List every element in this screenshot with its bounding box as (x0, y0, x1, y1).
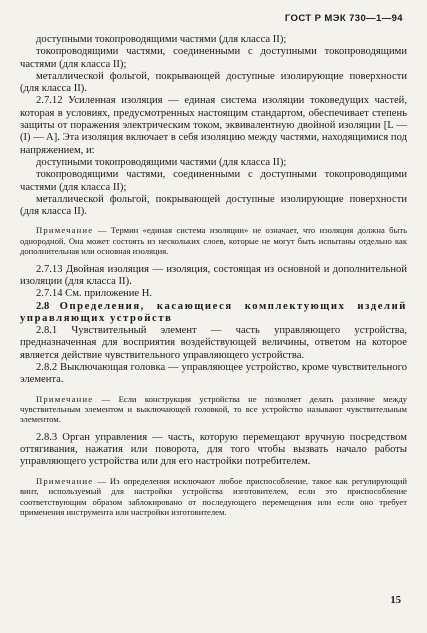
list-item: доступными токопроводящими частями (для класса II); (36, 156, 287, 168)
clause-2-8-2: 2.8.2 Выключающая головка — управляющее устройство, кроме чувствительного элемента. (20, 362, 407, 386)
note-text: — Из определения исключают любое приспособление, такое как регулирующий винт, используемый для настройки устройства изготовителем, если это приспособление соответствующим образом заблокировано от последующего перемещения или если оно требует применения инструмента или настройки изготовителем. (20, 475, 407, 517)
clause-2-7-13: 2.7.13 Двойная изоляция — изоляция, состоящая из основной и дополнительной изоляции (для класса II). (20, 263, 407, 287)
note-text: — Термин «единая система изоляции» не означает, что изоляция должна быть однородной. Она может состоять из нескольких слоев, которые не могут быть испытаны отдельно как дополнительная или основная изоляция. (20, 225, 407, 257)
note-label: Примечание (36, 225, 94, 236)
list-item: металлической фольгой, покрывающей доступные изолирующие поверхности (для класса II). (20, 70, 407, 95)
note-text: — Если конструкция устройства не позволяет делать различие между чувствительным элементом и выключающей головкой, то все устройство называют чувствительным элементом. (20, 393, 407, 425)
note (20, 476, 407, 518)
list-item: токопроводящими частями, соединенными с доступными токопроводящими частями (для класса II); (20, 169, 407, 193)
note (20, 225, 407, 256)
list-item: металлической фольгой, покрывающей доступные изолирующие поверхности (для класса II). (20, 193, 407, 218)
clause-2-7-12: 2.7.12 Усиленная изоляция — единая система изоляции токоведущих частей, которая в условиях, предусмотренных настоящим стандартом, обеспечивает степень защиты от поражения электрическим током, эквивалентную двойной изоляции [L — (I) — A]. Эта изоляция включает в себя изоляцию между частями, находящимися под напряжением, и: (20, 95, 407, 156)
note (20, 394, 407, 425)
document-header: ГОСТ Р МЭК 730—1—94 (284, 13, 403, 24)
list-item: доступными токопроводящими частями (для класса II); (36, 34, 287, 45)
clause-2-8-1: 2.8.1 Чувствительный элемент — часть управляющего устройства, предназначенная для восприятия воздействующей величины, ответом на которое является действие чувствительного управляющего устройства. (20, 325, 407, 361)
section-title: Определения, касающиеся комплектующих изделий управляющих устройств (20, 300, 408, 324)
section-heading (20, 301, 407, 326)
list-item: токопроводящими частями, соединенными с доступными токопроводящими частями (для класса II); (20, 46, 407, 70)
section-number: 2.8 (36, 300, 60, 312)
note-label: Примечание (36, 393, 94, 404)
page-number: 15 (390, 595, 401, 606)
note-label: Примечание (36, 475, 94, 486)
clause-2-8-3: 2.8.3 Орган управления — часть, которую перемещают вручную посредством оттягивания, нажатия или поворота, для того чтобы вызвать начало работы управляющего устройства или для его настройки потребителем. (20, 431, 407, 468)
document-body (20, 34, 407, 524)
clause-2-7-14: 2.7.14 См. приложение Н. (36, 288, 153, 300)
